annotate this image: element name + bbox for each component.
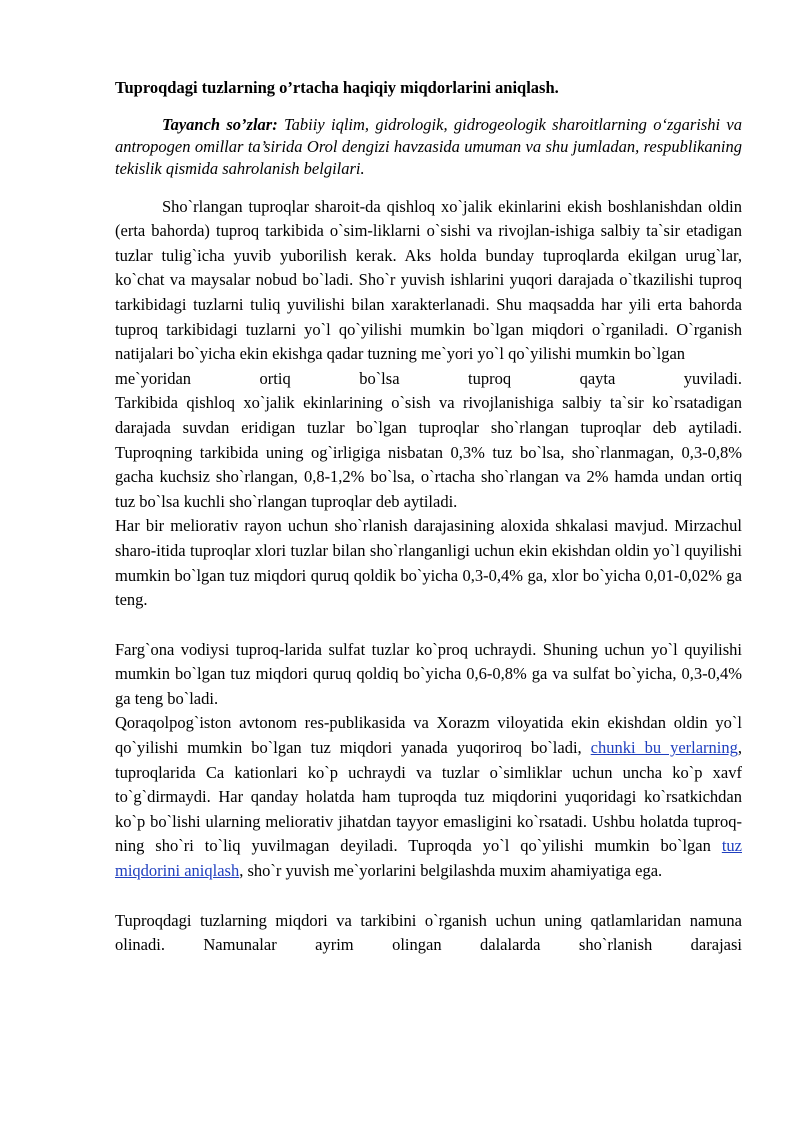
tuz-miqdorini-aniqlash-link[interactable]: tuz miqdorini aniqlash	[115, 836, 742, 881]
paragraph-5-text-c: , sho`r yuvish me`yorlarini belgilashda muxim ahamiyatiga ega.	[239, 861, 663, 881]
keywords-text: Tabiiy iqlim, gidrologik, gidrogeologik sharoitlarning o‘zgarishi va antropogen omillar ta’sirida Orol dengizi havzasida umuman va shu jumladan, respublikaning tekislik qismida sahrolanish belgilari.	[115, 114, 743, 178]
keywords-paragraph	[115, 114, 742, 180]
paragraph-6: Tuproqdagi tuzlarning miqdori va tarkibini o`rganish uchun uning qatlamlaridan namuna olinadi. Namunalar ayrim olingan dalalarda sho`rlanish darajasi	[115, 910, 742, 955]
document-title: Tuproqdagi tuzlarning o’rtacha haqiqiy miqdorlarini aniqlash.	[115, 78, 559, 97]
paragraph-5	[115, 711, 742, 883]
paragraph-3: Har bir meliorativ rayon uchun sho`rlanish darajasining aloxida shkalasi mavjud. Mirzachul sharo-itida tuproqlar xlori tuzlar bilan sho`rlanganligi uchun ekin ekishdan oldin yo`l quyilishi mumkin bo`lgan tuz miqdori quruq qoldik bo`yicha 0,3-0,4% ga, xlor bo`yicha 0,01-0,02% ga teng.	[115, 516, 742, 610]
paragraph-5-text-a: Qoraqolpog`iston avtonom res-publikasida va Xorazm viloyatida ekin ekishdan oldin yo`l qo`yilishi mumkin bo`lgan tuz miqdori yanada yuqoriroq bo`ladi,	[115, 713, 742, 758]
paragraph-4: Farg`ona vodiysi tuproq-larida sulfat tuzlar ko`proq uchraydi. Shuning uchun yo`l quyilishi mumkin bo`lgan tuz miqdori quruq qoldiq bo`yicha 0,6-0,8% ga va sulfat bo`yicha, 0,3-0,4% ga teng bo`ladi.	[115, 639, 742, 708]
document-page	[115, 76, 742, 958]
paragraph-gap	[115, 884, 742, 909]
paragraph-5-text-b: , tuproqlarida Ca kationlari ko`p uchraydi va tuzlar o`simliklar uchun uncha ko`p xavf to`g`dirmaydi. Har qanday holatda ham tuproqda tuz miqdorini yuqoridagi ko`rsatkichdan ko`p bo`lishi ularning meliorativ jihatdan tayyor emasligini ko`rsatadi. Ushbu holatda tuproq-ning sho`ri to`liq yuvilmagan deyiladi. Tuproqda yo`l qo`yilishi mumkin bo`lgan	[115, 738, 742, 856]
keywords-label: Tayanch so’zlar:	[162, 114, 278, 134]
chunki-link[interactable]: chunki bu yerlarning	[590, 738, 738, 758]
paragraph-1-continuation: me`yoridan ortiq bo`lsa tuproq qayta yuviladi.	[115, 368, 742, 388]
paragraph-1: Sho`rlangan tuproqlar sharoit-da qishloq xo`jalik ekinlarini ekish boshlanishdan oldin (erta bahorda) tuproq tarkibida o`sim-liklarni o`sishi va rivojlan-ishiga salbiy ta`sir etadigan tuzlar tulig`icha yuvib yuborilish kerak. Aks holda bunday tuproqlarda ekilgan urug`lar, ko`chat va maysalar nobud bo`ladi. Sho`r yuvish ishlarini yuqori darajada o`tkazilishi tuproq tarkibidagi tuzlarni tuliq yuvilishi bilan xarakterlanadi. Shu maqsadda har yili erta bahorda tuproq tarkibidagi tuzlarni yo`l qo`yilishi mumkin bo`lgan miqdori o`rganiladi. O`rganish natijalari bo`yicha ekin ekishga qadar tuzning me`yori yo`l qo`yilishi mumkin bo`lgan	[115, 196, 742, 364]
paragraph-gap	[115, 613, 742, 638]
paragraph-2: Tarkibida qishloq xo`jalik ekinlarining o`sish va rivojlanishiga salbiy ta`sir ko`rsatadigan darajada suvdan eridigan tuzlar bo`lgan tuproqlar sho`rlangan tuproqlar deb aytiladi. Tuproqning tarkibida uning og`irligiga nisbatan 0,3% tuz bo`lsa, sho`rlanmagan, 0,3-0,8% gacha kuchsiz sho`rlangan, 0,8-1,2% bo`lsa, o`rtacha sho`rlangan va 2% hamda undan ortiq tuz bo`lsa kuchli sho`rlangan tuproqlar deb aytiladi.	[115, 393, 742, 511]
